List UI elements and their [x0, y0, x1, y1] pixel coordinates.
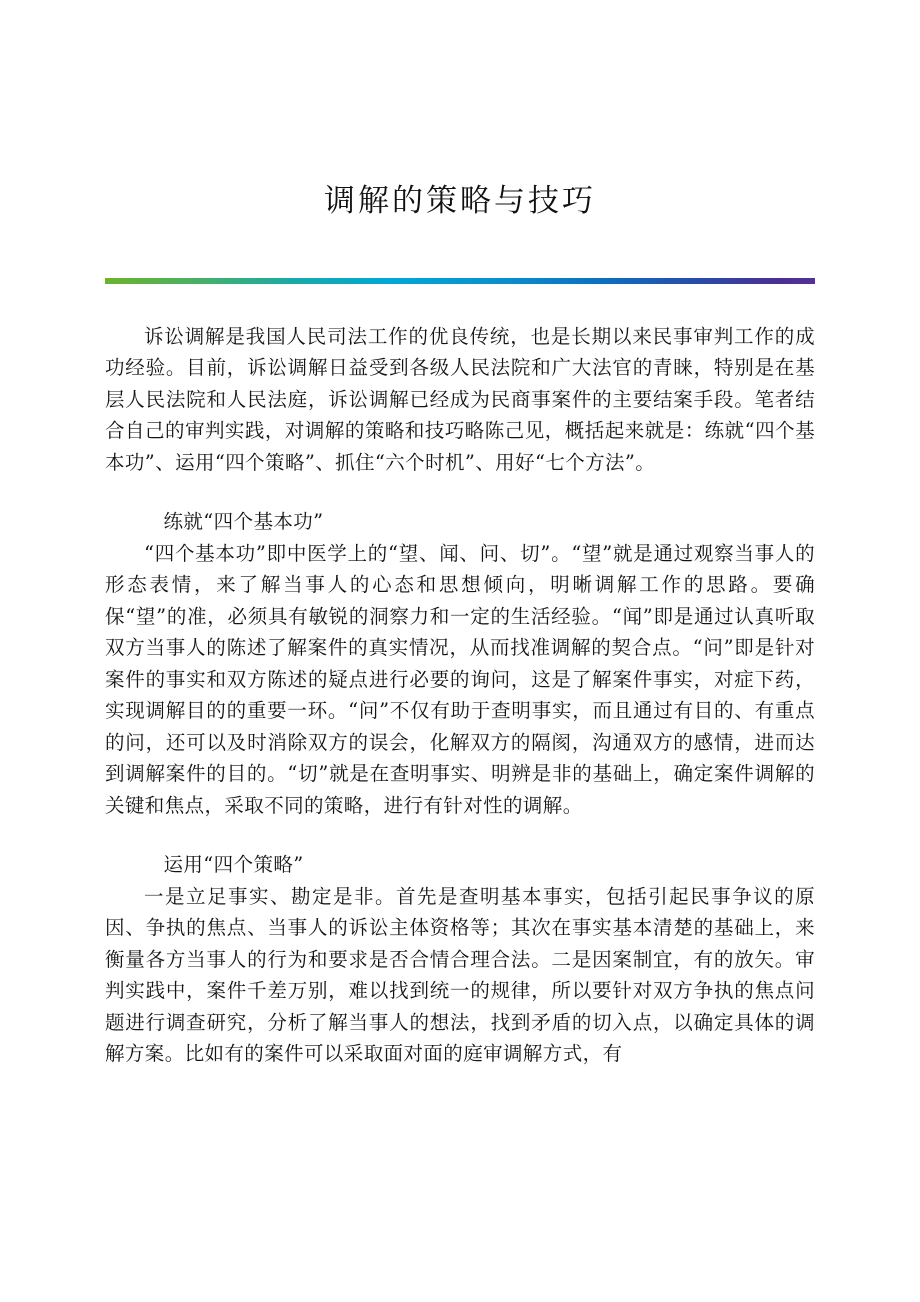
section-heading-2: 运用“四个策略” — [163, 853, 304, 877]
paragraph-body-1: “四个基本功”即中医学上的“望、闻、问、切”。“望”就是通过观察当事人的形态表情，来了解当事人的心态和思想倾向，明晰调解工作的思路。要确保“望”的准，必须具有敏锐的洞察力和一定的生活经验。“闻”即是通过认真听取双方当事人的陈述了解案件的真实情况，从而找准调解的契合点。“问”即是针对案件的事实和双方陈述的疑点进行必要的询问，这是了解案件事实，对症下药，实现调解目的的重要一环。“问”不仅有助于查明事实，而且通过有目的、有重点的问，还可以及时消除双方的误会，化解双方的隔阂，沟通双方的感情，进而达到调解案件的目的。“切”就是在查明事实、明辨是非的基础上，确定案件调解的关键和焦点，采取不同的策略，进行有针对性的调解。 — [105, 541, 815, 817]
paragraph-intro: 诉讼调解是我国人民司法工作的优良传统，也是长期以来民事审判工作的成功经验。目前，诉讼调解日益受到各级人民法院和广大法官的青睐，特别是在基层人民法院和人民法庭，诉讼调解已经成为民商事案件的主要结案手段。笔者结合自己的审判实践，对调解的策略和技巧略陈己见，概括起来就是：练就“四个基本功”、运用“四个策略”、抓住“六个时机”、用好“七个方法”。 — [105, 324, 815, 474]
gradient-divider — [105, 278, 815, 284]
document-body — [105, 321, 815, 1070]
page-title: 调解的策略与技巧 — [324, 183, 596, 219]
section-heading-1: 练就“四个基本功” — [163, 510, 324, 534]
paragraph-body-2: 一是立足事实、勘定是非。首先是查明基本事实，包括引起民事争议的原因、争执的焦点、当事人的诉讼主体资格等；其次在事实基本清楚的基础上，来衡量各方当事人的行为和要求是否合情合理合法。二是因案制宜，有的放矢。审判实践中，案件千差万别，难以找到统一的规律，所以要针对双方争执的焦点问题进行调查研究，分析了解当事人的想法，找到矛盾的切入点，以确定具体的调解方案。比如有的案件可以采取面对面的庭审调解方式，有 — [105, 884, 815, 1066]
